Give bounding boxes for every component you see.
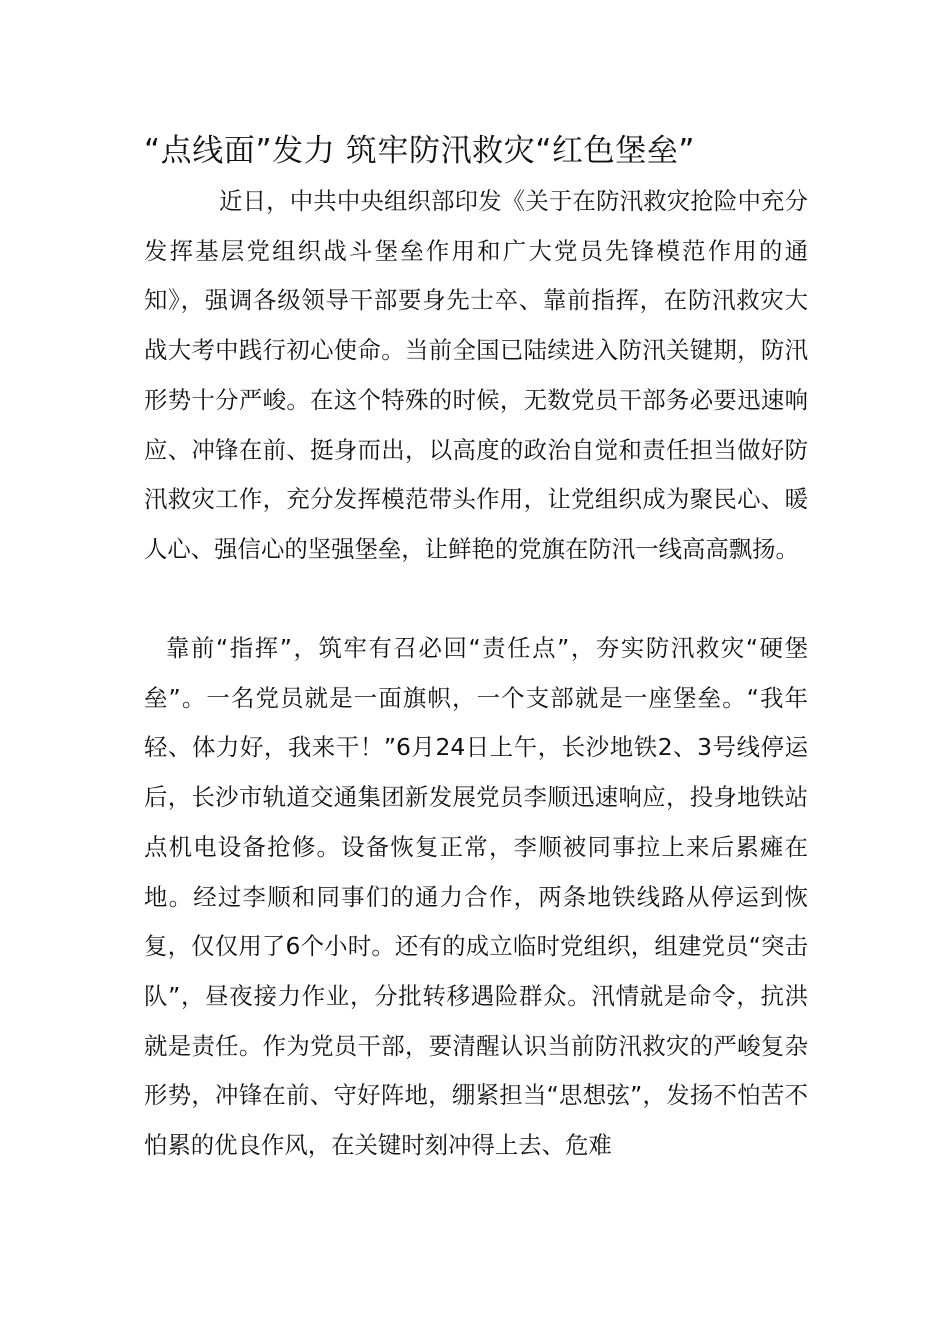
document-title: “点线面”发力 筑牢防汛救灾“红色堡垒”	[144, 133, 696, 169]
paragraph-responsibility-point: 靠前“指挥”，筑牢有召必回“责任点”，夯实防汛救灾“硬堡垒”。一名党员就是一面旗帜，一个支部就是一座堡垒。“我年轻、体力好，我来干！”6月24日上午，长沙地铁2、3号线停运后，长沙市轨道交通集团新发展党员李顺迅速响应，投身地铁站点机电设备抢修。设备恢复正常，李顺被同事拉上来后累瘫在地。经过李顺和同事们的通力合作，两条地铁线路从停运到恢复，仅仅用了6个小时。还有的成立临时党组织，组建党员“突击队”，昼夜接力作业，分批转移遇险群众。汛情就是命令，抗洪就是责任。作为党员干部，要清醒认识当前防汛救灾的严峻复杂形势，冲锋在前、守好阵地，绷紧担当“思想弦”，发扬不怕苦不怕累的优良作风，在关键时刻冲得上去、危难	[144, 634, 808, 1160]
paragraph-intro: 近日，中共中央组织部印发《关于在防汛救灾抢险中充分发挥基层党组织战斗堡垒作用和广大党员先锋模范作用的通知》，强调各级领导干部要身先士卒、靠前指挥，在防汛救灾大战大考中践行初心使命。当前全国已陆续进入防汛关键期，防汛形势十分严峻。在这个特殊的时候，无数党员干部务必要迅速响应、冲锋在前、挺身而出，以高度的政治自觉和责任担当做好防汛救灾工作，充分发挥模范带头作用，让党组织成为聚民心、暖人心、强信心的坚强堡垒，让鲜艳的党旗在防汛一线高高飘扬。	[144, 187, 808, 563]
